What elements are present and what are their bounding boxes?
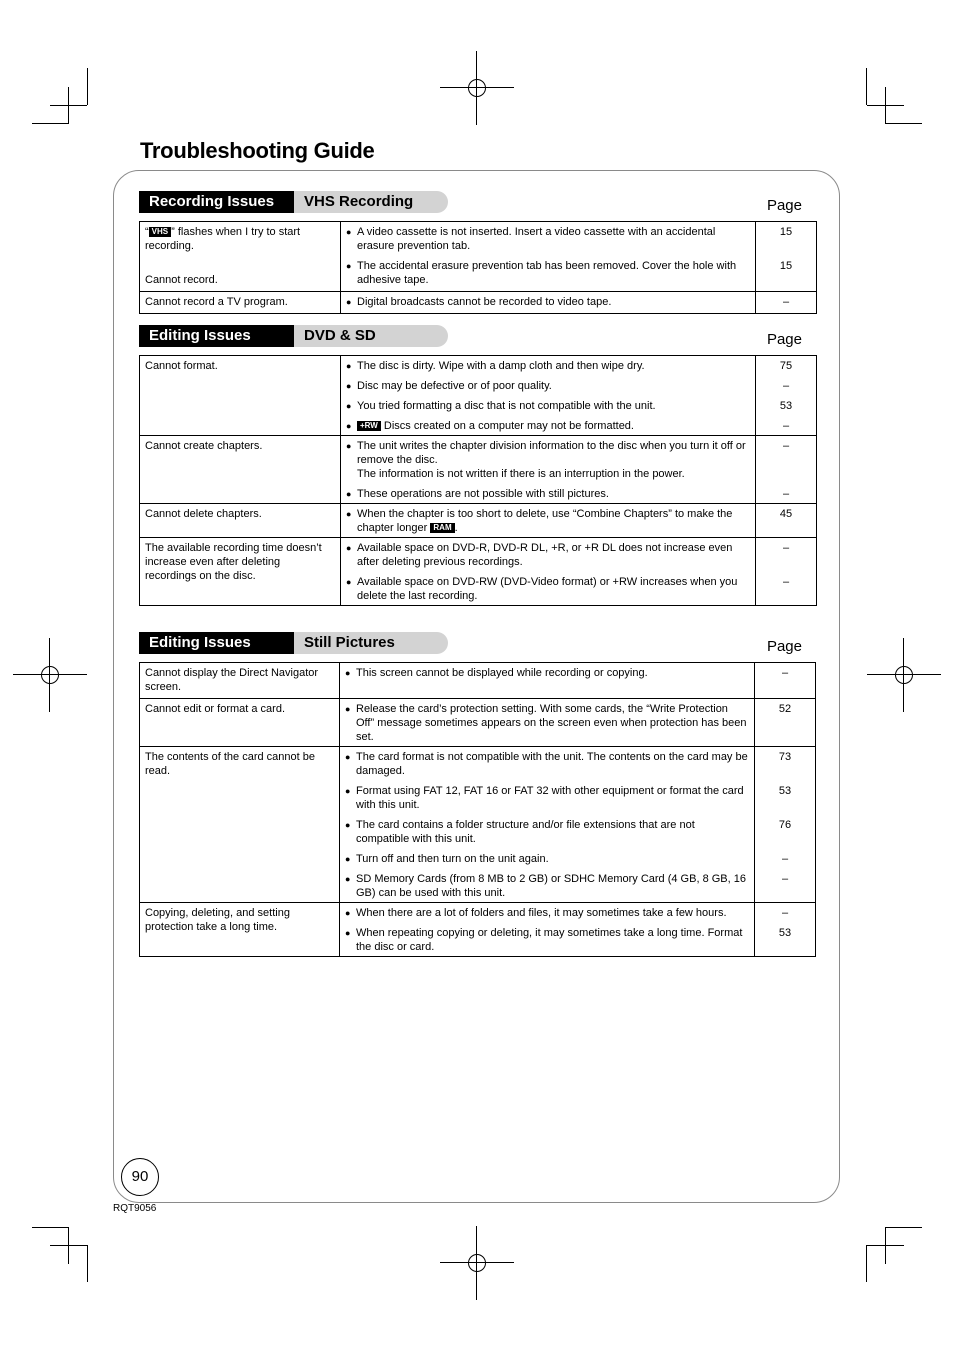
troubleshooting-table [139, 221, 817, 314]
tape-icon: VHS [149, 227, 171, 237]
page-ref: 53 [778, 927, 792, 939]
section-category: Recording Issues [139, 191, 294, 213]
cause-item: ● Available space on DVD-RW (DVD-Video format) or +RW increases when you delete the last recording. [345, 575, 750, 603]
table-row [140, 356, 817, 436]
cause-text: The unit writes the chapter division information to the disc when you turn it off or remove the disc. [357, 440, 746, 466]
page-ref: 15 [779, 226, 793, 238]
symptom-text: Cannot record. [145, 274, 218, 286]
table-row [140, 903, 816, 957]
symptom-text: The available recording time doesn’t increase even after deleting recordings on the disc. [145, 542, 322, 582]
troubleshooting-table [139, 662, 816, 957]
symptom-text: The contents of the card cannot be read. [145, 751, 316, 777]
crop-mark [87, 68, 88, 105]
table-row [140, 747, 816, 903]
cause-item: ● Available space on DVD-R, DVD-R DL, +R, or +R DL does not increase even after deleting previous recordings. [345, 541, 750, 569]
section-header [139, 325, 816, 351]
page-ref: – [782, 440, 790, 452]
plus-rw-badge: +RW [357, 421, 381, 431]
section-subject: Still Pictures [304, 634, 395, 651]
cause-item: ● Digital broadcasts cannot be recorded to video tape. [345, 295, 750, 309]
symptom-text: Cannot record a TV program. [145, 296, 288, 308]
crop-mark [885, 87, 886, 124]
cause-item: ● The accidental erasure prevention tab has been removed. Cover the hole with adhesive tape. [345, 259, 750, 287]
symptom-text: Cannot edit or format a card. [145, 703, 286, 715]
document-code: RQT9056 [113, 1203, 157, 1214]
crop-mark [866, 1245, 867, 1282]
cause-text: When the chapter is too short to delete, use “Combine Chapters” to make the chapter longer [357, 508, 733, 534]
table-row [140, 538, 817, 606]
page-ref: – [782, 380, 790, 392]
cause-text: . [454, 522, 458, 534]
table-row [140, 222, 817, 292]
symptom-text: Copying, deleting, and setting protection take a long time. [145, 907, 290, 933]
table-row [140, 699, 816, 747]
cause-text: The information is not written if there is an interruption in the power. [357, 468, 685, 480]
registration-mark [867, 638, 941, 712]
crop-mark [50, 1245, 87, 1246]
page-ref: – [782, 542, 790, 554]
cause-text: Discs created on a computer may not be formatted. [383, 420, 634, 432]
cause-item: ● When repeating copying or deleting, it may sometimes take a long time. Format the disc or card. [344, 926, 749, 954]
page-ref: – [781, 907, 789, 919]
page-ref: 75 [779, 360, 793, 372]
page-ref: 15 [779, 260, 793, 272]
page-column-label: Page [766, 197, 802, 214]
page-ref: – [782, 296, 790, 308]
cause-item [345, 507, 750, 535]
page-ref: 76 [778, 819, 792, 831]
cause-item: ● The card format is not compatible with the unit. The contents on the card may be damaged. [344, 750, 749, 778]
section-subject: DVD & SD [304, 327, 376, 344]
section-header [139, 632, 816, 658]
registration-mark [13, 638, 87, 712]
crop-mark [68, 87, 69, 124]
crop-mark [87, 1245, 88, 1282]
symptom-text: Cannot create chapters. [145, 440, 263, 452]
crop-mark [867, 1245, 904, 1246]
page-column-label: Page [766, 638, 802, 655]
page-ref: 53 [779, 400, 793, 412]
page-number: 90 [121, 1158, 159, 1196]
symptom-text: Cannot delete chapters. [145, 508, 262, 520]
registration-mark [440, 51, 514, 125]
page-ref: 73 [778, 751, 792, 763]
symptom-text: Cannot display the Direct Navigator screen. [145, 667, 319, 693]
cause-item: ● The disc is dirty. Wipe with a damp cloth and then wipe dry. [345, 359, 750, 373]
table-row [140, 292, 817, 314]
page-ref: – [781, 667, 789, 679]
cause-item: ● These operations are not possible with still pictures. [345, 487, 750, 501]
crop-mark [32, 123, 69, 124]
page-ref: – [781, 873, 789, 885]
cause-item: ● The card contains a folder structure and/or file extensions that are not compatible with this unit. [344, 818, 749, 846]
section-recording-vhs [139, 191, 816, 314]
cause-item: ● Release the card’s protection setting. With some cards, the “Write Protection Off” message sometimes appears on the screen even when protection has been set. [344, 702, 749, 744]
table-row [140, 663, 816, 699]
table-row [140, 504, 817, 538]
cause-item: ● SD Memory Cards (from 8 MB to 2 GB) or SDHC Memory Card (4 GB, 8 GB, 16 GB) can be used with this unit. [344, 872, 749, 900]
section-category: Editing Issues [139, 325, 294, 347]
page-ref: 53 [778, 785, 792, 797]
page-ref: – [782, 420, 790, 432]
section-editing-dvd-sd [139, 325, 816, 606]
table-row [140, 436, 817, 504]
cause-item [345, 439, 750, 481]
ram-badge: RAM [430, 523, 454, 533]
crop-mark [885, 123, 922, 124]
registration-mark [440, 1226, 514, 1300]
page-ref: 52 [778, 703, 792, 715]
page-ref: – [782, 488, 790, 500]
cause-item: ● Turn off and then turn on the unit again. [344, 852, 749, 866]
page-ref: – [781, 853, 789, 865]
troubleshooting-table [139, 355, 817, 606]
cause-item: ● A video cassette is not inserted. Insert a video cassette with an accidental erasure prevention tab. [345, 225, 750, 253]
page-ref: 45 [779, 508, 793, 520]
page-column-label: Page [766, 331, 802, 348]
crop-mark [885, 1227, 922, 1228]
symptom-text: Cannot format. [145, 360, 218, 372]
cause-item: ● Format using FAT 12, FAT 16 or FAT 32 with other equipment or format the card with this unit. [344, 784, 749, 812]
crop-mark [32, 1227, 69, 1228]
section-category: Editing Issues [139, 632, 294, 654]
crop-mark [866, 68, 867, 105]
cause-item: ● You tried formatting a disc that is not compatible with the unit. [345, 399, 750, 413]
symptom-text: “ VHS ” flashes when I try to start recording. [145, 226, 301, 252]
cause-item: ● Disc may be defective or of poor quality. [345, 379, 750, 393]
section-header [139, 191, 816, 217]
cause-item: ● This screen cannot be displayed while recording or copying. [344, 666, 749, 680]
cause-item [345, 419, 750, 433]
section-subject: VHS Recording [304, 193, 414, 210]
page-title: Troubleshooting Guide [140, 138, 375, 163]
page-ref: – [782, 576, 790, 588]
section-editing-still-pictures [139, 632, 816, 957]
cause-item: ● When there are a lot of folders and files, it may sometimes take a few hours. [344, 906, 749, 920]
